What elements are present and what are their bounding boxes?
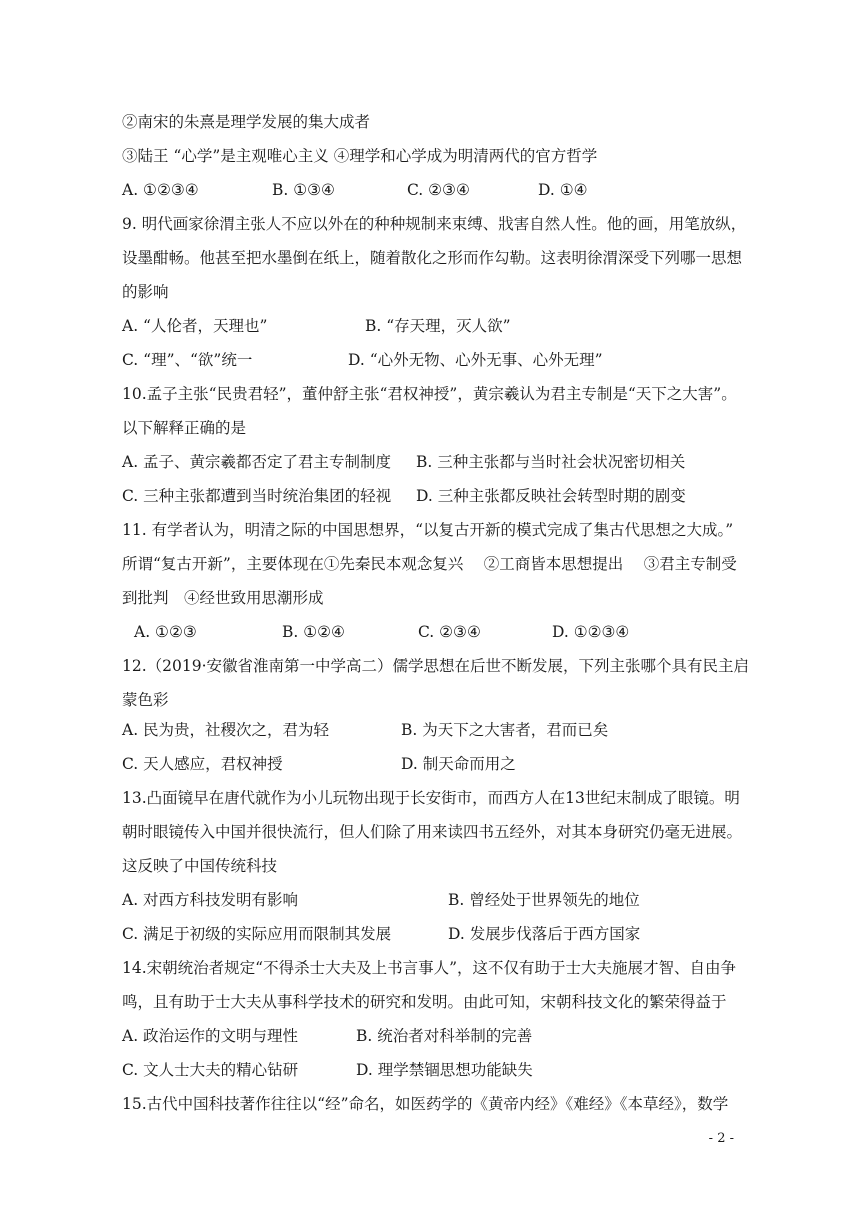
q13-option-b[interactable]: B. 曾经处于世界领先的地位 bbox=[448, 891, 640, 909]
q10-option-c[interactable]: C. 三种主张都遭到当时统治集团的轻视 bbox=[122, 487, 392, 505]
q11-option-a[interactable]: A. ①②③ bbox=[134, 623, 197, 641]
q10-option-d[interactable]: D. 三种主张都反映社会转型时期的剧变 bbox=[416, 487, 686, 505]
q9-option-b[interactable]: B. “存天理，灭人欲” bbox=[365, 317, 511, 335]
q14-option-b[interactable]: B. 统治者对科举制的完善 bbox=[356, 1027, 533, 1045]
q13-stem-line-3: 这反映了中国传统科技 bbox=[122, 857, 278, 875]
q13-stem-line-1: 13.凸面镜早在唐代就作为小儿玩物出现于长安街市，而西方人在13世纪末制成了眼镜。明 bbox=[122, 789, 740, 807]
q11-stem-line-2: 所谓“复古开新”，主要体现在①先秦民本观念复兴 ②工商皆本思想提出 ③君主专制受 bbox=[122, 555, 737, 573]
q12-option-b[interactable]: B. 为天下之大害者，君而已矣 bbox=[401, 721, 609, 739]
q12-option-c[interactable]: C. 天人感应，君权神授 bbox=[122, 755, 283, 773]
q11-stem-line-3: 到批判 ④经世致用思潮形成 bbox=[122, 589, 324, 607]
q9-option-d[interactable]: D. “心外无物、心外无事、心外无理” bbox=[348, 351, 603, 369]
q14-option-d[interactable]: D. 理学禁锢思想功能缺失 bbox=[356, 1061, 533, 1079]
q11-option-b[interactable]: B. ①②④ bbox=[282, 623, 345, 641]
q8-statement-2: ②南宋的朱熹是理学发展的集大成者 bbox=[122, 113, 371, 131]
q12-stem-line-1: 12.（2019·安徽省淮南第一中学高二）儒学思想在后世不断发展，下列主张哪个具有民主启 bbox=[122, 657, 750, 675]
q11-stem-line-1: 11. 有学者认为，明清之际的中国思想界，“以复古开新的模式完成了集古代思想之大成。” bbox=[122, 521, 734, 539]
q9-stem-line-3: 的影响 bbox=[122, 283, 169, 301]
q13-option-d[interactable]: D. 发展步伐落后于西方国家 bbox=[448, 925, 641, 943]
q10-option-a[interactable]: A. 孟子、黄宗羲都否定了君主专制制度 bbox=[122, 453, 392, 471]
q8-option-b[interactable]: B. ①③④ bbox=[272, 181, 335, 199]
q8-option-c[interactable]: C. ②③④ bbox=[407, 181, 470, 199]
q8-option-d[interactable]: D. ①④ bbox=[538, 181, 588, 199]
q14-option-a[interactable]: A. 政治运作的文明与理性 bbox=[122, 1027, 299, 1045]
page-number: - 2 - bbox=[708, 1131, 734, 1146]
q9-stem-line-2: 设墨酣畅。他甚至把水墨倒在纸上，随着散化之形而作勾勒。这表明徐渭深受下列哪一思想 bbox=[122, 249, 743, 267]
q12-stem-line-2: 蒙色彩 bbox=[122, 691, 169, 709]
q8-option-a[interactable]: A. ①②③④ bbox=[122, 181, 199, 199]
q10-stem-line-2: 以下解释正确的是 bbox=[122, 419, 247, 437]
q12-option-d[interactable]: D. 制天命而用之 bbox=[401, 755, 516, 773]
q15-stem-line-1: 15.古代中国科技著作往往以“经”命名，如医药学的《黄帝内经》《难经》《本草经》，数学 bbox=[122, 1095, 729, 1113]
q10-stem-line-1: 10.孟子主张“民贵君轻”，董仲舒主张“君权神授”，黄宗羲认为君主专制是“天下之大害”。 bbox=[122, 385, 737, 403]
q13-option-c[interactable]: C. 满足于初级的实际应用而限制其发展 bbox=[122, 925, 392, 943]
q9-option-c[interactable]: C. “理”、“欲”统一 bbox=[122, 351, 253, 369]
q14-stem-line-2: 鸣，且有助于士大夫从事科学技术的研究和发明。由此可知，宋朝科技文化的繁荣得益于 bbox=[122, 993, 727, 1011]
q13-option-a[interactable]: A. 对西方科技发明有影响 bbox=[122, 891, 299, 909]
q11-option-c[interactable]: C. ②③④ bbox=[418, 623, 481, 641]
q14-stem-line-1: 14.宋朝统治者规定“不得杀士大夫及上书言事人”，这不仅有助于士大夫施展才智、自由争 bbox=[122, 959, 737, 977]
q14-option-c[interactable]: C. 文人士大夫的精心钻研 bbox=[122, 1061, 299, 1079]
q12-option-a[interactable]: A. 民为贵，社稷次之，君为轻 bbox=[122, 721, 330, 739]
q9-option-a[interactable]: A. “人伦者，天理也” bbox=[122, 317, 268, 335]
q13-stem-line-2: 朝时眼镜传入中国并很快流行，但人们除了用来读四书五经外，对其本身研究仍毫无进展。 bbox=[122, 823, 743, 841]
q8-statement-3-4: ③陆王 “心学”是主观唯心主义 ④理学和心学成为明清两代的官方哲学 bbox=[122, 147, 598, 165]
q10-option-b[interactable]: B. 三种主张都与当时社会状况密切相关 bbox=[416, 453, 686, 471]
q11-option-d[interactable]: D. ①②③④ bbox=[552, 623, 630, 641]
q9-stem-line-1: 9. 明代画家徐渭主张人不应以外在的种种规制来束缚、戕害自然人性。他的画，用笔放纵， bbox=[122, 215, 747, 233]
